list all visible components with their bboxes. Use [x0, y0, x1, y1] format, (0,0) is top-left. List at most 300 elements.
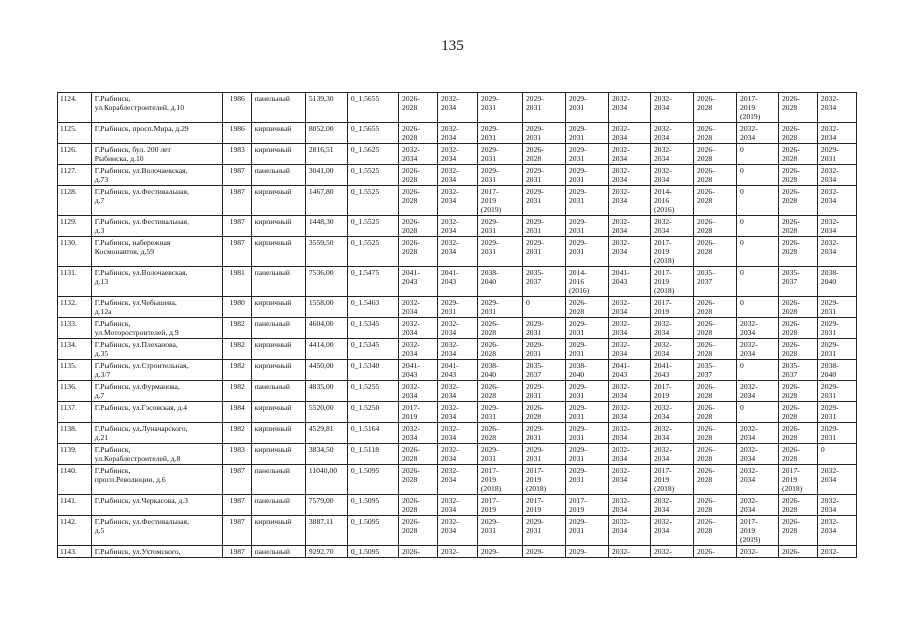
year-cell: 1982	[222, 381, 251, 402]
work-period-cell: 2026- 2028	[477, 381, 522, 402]
wall-material-cell: панельный	[251, 465, 305, 495]
area-cell: 3834,50	[305, 444, 347, 465]
work-period-cell: 2038- 2040	[477, 360, 522, 381]
wall-material-cell: кирпичный	[251, 297, 305, 318]
table-row	[58, 144, 857, 165]
table-body	[58, 93, 857, 558]
work-period-cell: 2032- 2034	[650, 123, 693, 144]
work-period-cell: 2029- 2031	[817, 144, 856, 165]
address-cell: Г.Рыбинск, ул.Ухтомского,	[91, 546, 222, 558]
address-cell: Г.Рыбинск, ул.Моторостроителей, д.9	[91, 318, 222, 339]
work-period-cell: 2032- 2034	[609, 318, 651, 339]
wall-material-cell: панельный	[251, 267, 305, 297]
work-period-cell: 2032- 2034	[609, 516, 651, 546]
row-number-cell: 1139.	[58, 444, 92, 465]
table-row	[58, 123, 857, 144]
work-period-cell: 2035- 2037	[522, 360, 565, 381]
work-period-cell: 2032- 2034	[437, 237, 477, 267]
work-period-cell: 2029- 2031	[522, 93, 565, 123]
work-period-cell: 2026- 2028	[694, 144, 737, 165]
work-period-cell: 2029- 2031	[565, 444, 608, 465]
work-period-cell: 2029- 2031	[522, 165, 565, 186]
work-period-cell: 2017- 2019 (2019)	[737, 516, 779, 546]
work-period-cell: 2035- 2037	[694, 360, 737, 381]
work-period-cell: 2029- 2031	[817, 339, 856, 360]
area-cell: 4529,81	[305, 423, 347, 444]
work-period-cell: 2014- 2016 (2016)	[565, 267, 608, 297]
row-number-cell: 1135.	[58, 360, 92, 381]
work-period-cell: 2029- 2031	[477, 297, 522, 318]
work-period-cell: 0	[737, 237, 779, 267]
work-period-cell: 2032- 2034	[437, 93, 477, 123]
work-period-cell: 2032- 2034	[437, 423, 477, 444]
work-period-cell: 2026- 2028	[477, 318, 522, 339]
work-period-cell: 2026- 2028	[399, 444, 438, 465]
work-period-cell: 2026- 2028	[779, 297, 818, 318]
row-number-cell: 1136.	[58, 381, 92, 402]
table-row	[58, 216, 857, 237]
work-period-cell: 2017- 2019 (2018)	[779, 465, 818, 495]
work-period-cell: 2026- 2028	[399, 186, 438, 216]
work-period-cell: 2032- 2034	[609, 93, 651, 123]
row-number-cell: 1128.	[58, 186, 92, 216]
work-period-cell: 2026-	[399, 546, 438, 558]
wall-material-cell: кирпичный	[251, 339, 305, 360]
work-period-cell: 2032- 2034	[737, 381, 779, 402]
work-period-cell: 2026- 2028	[399, 165, 438, 186]
page-number: 135	[441, 38, 464, 54]
work-period-cell: 2032- 2034	[609, 402, 651, 423]
wall-material-cell: кирпичный	[251, 186, 305, 216]
work-period-cell: 2032- 2034	[437, 444, 477, 465]
work-period-cell: 2032- 2034	[609, 123, 651, 144]
row-number-cell: 1126.	[58, 144, 92, 165]
work-period-cell: 2026- 2028	[399, 93, 438, 123]
row-number-cell: 1141.	[58, 495, 92, 516]
work-period-cell: 2026- 2028	[399, 495, 438, 516]
work-period-cell: 2032- 2034	[437, 318, 477, 339]
year-cell: 1984	[222, 402, 251, 423]
work-period-cell: 2029- 2031	[522, 381, 565, 402]
area-cell: 7536,00	[305, 267, 347, 297]
housing-register-table	[57, 92, 857, 558]
work-period-cell: 2026- 2028	[779, 402, 818, 423]
work-period-cell: 2032- 2034	[609, 465, 651, 495]
work-period-cell: 2032- 2034	[817, 93, 856, 123]
address-cell: Г.Рыбинск, ул.Фестивальная, д.7	[91, 186, 222, 216]
area-cell: 1448,30	[305, 216, 347, 237]
coefficient-cell: 0_1.5525	[347, 186, 398, 216]
work-period-cell: 2026- 2028	[694, 381, 737, 402]
work-period-cell: 2032- 2034	[817, 495, 856, 516]
work-period-cell: 2032- 2034	[399, 339, 438, 360]
work-period-cell: 2026- 2028	[779, 186, 818, 216]
work-period-cell: 2041- 2043	[650, 360, 693, 381]
year-cell: 1987	[222, 495, 251, 516]
address-cell: Г.Рыбинск, ул.Фестивальная, д.5	[91, 516, 222, 546]
year-cell: 1981	[222, 267, 251, 297]
table-row	[58, 516, 857, 546]
coefficient-cell: 0_1.5095	[347, 546, 398, 558]
work-period-cell: 2032- 2034	[650, 495, 693, 516]
work-period-cell: 2032- 2034	[650, 165, 693, 186]
area-cell: 4835,00	[305, 381, 347, 402]
work-period-cell: 2032- 2034	[437, 144, 477, 165]
work-period-cell: 2035- 2037	[694, 267, 737, 297]
work-period-cell: 2029- 2031	[565, 318, 608, 339]
coefficient-cell: 0_1.5118	[347, 444, 398, 465]
coefficient-cell: 0_1.5095	[347, 495, 398, 516]
work-period-cell: 2026- 2028	[399, 216, 438, 237]
address-cell: Г.Рыбинск, ул.Черкасова, д.3	[91, 495, 222, 516]
work-period-cell: 2026-	[779, 546, 818, 558]
work-period-cell: 2032- 2034	[437, 216, 477, 237]
year-cell: 1986	[222, 93, 251, 123]
work-period-cell: 2032-	[609, 546, 651, 558]
year-cell: 1982	[222, 339, 251, 360]
work-period-cell: 2026- 2028	[399, 237, 438, 267]
work-period-cell: 2032- 2034	[737, 339, 779, 360]
work-period-cell: 2032- 2034	[437, 186, 477, 216]
work-period-cell: 2026- 2028	[399, 123, 438, 144]
address-cell: Г.Рыбинск, бул. 200 лет Рыбинска, д.10	[91, 144, 222, 165]
work-period-cell: 2041- 2043	[437, 267, 477, 297]
work-period-cell: 2029- 2031	[565, 381, 608, 402]
work-period-cell: 2032- 2034	[437, 495, 477, 516]
table-row	[58, 267, 857, 297]
work-period-cell: 2029- 2031	[522, 423, 565, 444]
year-cell: 1982	[222, 360, 251, 381]
work-period-cell: 2032- 2034	[437, 123, 477, 144]
work-period-cell: 2029- 2031	[565, 339, 608, 360]
work-period-cell: 2029- 2031	[522, 186, 565, 216]
work-period-cell: 2029- 2031	[522, 216, 565, 237]
row-number-cell: 1137.	[58, 402, 92, 423]
work-period-cell: 0	[737, 216, 779, 237]
work-period-cell: 2026- 2028	[779, 93, 818, 123]
work-period-cell: 2029- 2031	[565, 165, 608, 186]
work-period-cell: 2032- 2034	[650, 402, 693, 423]
work-period-cell: 2026- 2028	[779, 237, 818, 267]
work-period-cell: 2032- 2034	[437, 381, 477, 402]
wall-material-cell: кирпичный	[251, 237, 305, 267]
work-period-cell: 2026- 2028	[779, 444, 818, 465]
work-period-cell: 2032- 2034	[817, 216, 856, 237]
coefficient-cell: 0_1.5164	[347, 423, 398, 444]
work-period-cell: 2026- 2028	[779, 216, 818, 237]
row-number-cell: 1130.	[58, 237, 92, 267]
work-period-cell: 2029-	[522, 546, 565, 558]
area-cell: 2816,51	[305, 144, 347, 165]
row-number-cell: 1127.	[58, 165, 92, 186]
coefficient-cell: 0_1.5095	[347, 516, 398, 546]
coefficient-cell: 0_1.5525	[347, 237, 398, 267]
work-period-cell: 2026- 2028	[694, 297, 737, 318]
work-period-cell: 2029- 2031	[565, 144, 608, 165]
work-period-cell: 2029- 2031	[437, 297, 477, 318]
coefficient-cell: 0_1.5525	[347, 165, 398, 186]
address-cell: Г.Рыбинск, просп.Мира, д.29	[91, 123, 222, 144]
work-period-cell: 0	[737, 267, 779, 297]
work-period-cell: 2032- 2034	[399, 423, 438, 444]
work-period-cell: 2032- 2034	[399, 381, 438, 402]
work-period-cell: 2026- 2028	[522, 402, 565, 423]
work-period-cell: 2029- 2031	[565, 516, 608, 546]
area-cell: 3041,00	[305, 165, 347, 186]
work-period-cell: 2029- 2031	[477, 165, 522, 186]
wall-material-cell: кирпичный	[251, 423, 305, 444]
work-period-cell: 2032- 2034	[437, 165, 477, 186]
area-cell: 7579,00	[305, 495, 347, 516]
work-period-cell: 2032- 2034	[609, 339, 651, 360]
work-period-cell: 2029- 2031	[565, 93, 608, 123]
address-cell: Г.Рыбинск, ул.Волочаевская, д.13	[91, 267, 222, 297]
wall-material-cell: кирпичный	[251, 216, 305, 237]
work-period-cell: 2041- 2043	[437, 360, 477, 381]
work-period-cell: 2017- 2019	[477, 495, 522, 516]
work-period-cell: 2026- 2028	[779, 423, 818, 444]
work-period-cell: 2029- 2031	[817, 402, 856, 423]
work-period-cell: 2029- 2031	[477, 123, 522, 144]
work-period-cell: 2026- 2028	[694, 93, 737, 123]
work-period-cell: 2026- 2028	[694, 186, 737, 216]
wall-material-cell: панельный	[251, 93, 305, 123]
work-period-cell: 2038- 2040	[565, 360, 608, 381]
work-period-cell: 2032- 2034	[737, 123, 779, 144]
work-period-cell: 2032- 2034	[817, 123, 856, 144]
work-period-cell: 0	[817, 444, 856, 465]
work-period-cell: 2029- 2031	[565, 237, 608, 267]
address-cell: Г.Рыбинск, просп.Революции, д.6	[91, 465, 222, 495]
work-period-cell: 2038- 2040	[477, 267, 522, 297]
work-period-cell: 2026- 2028	[779, 516, 818, 546]
work-period-cell: 2032- 2034	[650, 144, 693, 165]
work-period-cell: 2017- 2019	[399, 402, 438, 423]
table-row	[58, 93, 857, 123]
work-period-cell: 2029- 2031	[477, 444, 522, 465]
wall-material-cell: панельный	[251, 546, 305, 558]
work-period-cell: 2026- 2028	[694, 495, 737, 516]
work-period-cell: 2029- 2031	[565, 186, 608, 216]
work-period-cell: 2032- 2034	[437, 516, 477, 546]
address-cell: Г.Рыбинск, ул.Плеханова, д.35	[91, 339, 222, 360]
address-cell: Г.Рыбинск, ул.Чебышева, д.12а	[91, 297, 222, 318]
work-period-cell: 2032- 2034	[650, 444, 693, 465]
address-cell: Г.Рыбинск, ул.Фурманова, д.7	[91, 381, 222, 402]
year-cell: 1987	[222, 165, 251, 186]
coefficient-cell: 0_1.5255	[347, 381, 398, 402]
year-cell: 1982	[222, 423, 251, 444]
wall-material-cell: кирпичный	[251, 402, 305, 423]
table-row	[58, 495, 857, 516]
work-period-cell: 2035- 2037	[779, 360, 818, 381]
work-period-cell: 2032- 2034	[609, 297, 651, 318]
work-period-cell: 2032- 2034	[650, 216, 693, 237]
work-period-cell: 2032- 2034	[737, 465, 779, 495]
work-period-cell: 2017- 2019 (2019)	[737, 93, 779, 123]
work-period-cell: 2029- 2031	[522, 516, 565, 546]
table-row	[58, 444, 857, 465]
address-cell: Г.Рыбинск, ул.Фестивальная, д.3	[91, 216, 222, 237]
work-period-cell: 2026- 2028	[779, 144, 818, 165]
work-period-cell: 2041- 2043	[399, 267, 438, 297]
coefficient-cell: 0_1.5345	[347, 318, 398, 339]
work-period-cell: 2029- 2031	[565, 216, 608, 237]
area-cell: 4450,00	[305, 360, 347, 381]
row-number-cell: 1133.	[58, 318, 92, 339]
work-period-cell: 2029- 2031	[817, 423, 856, 444]
work-period-cell: 2032-	[437, 546, 477, 558]
coefficient-cell: 0_1.5525	[347, 216, 398, 237]
work-period-cell: 2017- 2019	[650, 381, 693, 402]
coefficient-cell: 0_1.5475	[347, 267, 398, 297]
work-period-cell: 2032- 2034	[609, 216, 651, 237]
address-cell: Г.Рыбинск, ул.Волочаевская, д.73	[91, 165, 222, 186]
work-period-cell: 2029- 2031	[565, 402, 608, 423]
work-period-cell: 2032- 2034	[609, 444, 651, 465]
year-cell: 1983	[222, 144, 251, 165]
area-cell: 3559,50	[305, 237, 347, 267]
year-cell: 1982	[222, 318, 251, 339]
row-number-cell: 1140.	[58, 465, 92, 495]
year-cell: 1987	[222, 216, 251, 237]
work-period-cell: 2026- 2028	[522, 144, 565, 165]
work-period-cell: 2029- 2031	[565, 423, 608, 444]
work-period-cell: 2029- 2031	[477, 216, 522, 237]
address-cell: Г.Рыбинск, ул.Луначарского, д.21	[91, 423, 222, 444]
work-period-cell: 2026- 2028	[694, 423, 737, 444]
work-period-cell: 2026- 2028	[694, 516, 737, 546]
work-period-cell: 2026- 2028	[694, 165, 737, 186]
work-period-cell: 2032- 2034	[609, 165, 651, 186]
work-period-cell: 2017- 2019 (2018)	[650, 465, 693, 495]
wall-material-cell: кирпичный	[251, 123, 305, 144]
work-period-cell: 2032- 2034	[817, 237, 856, 267]
row-number-cell: 1142.	[58, 516, 92, 546]
year-cell: 1987	[222, 465, 251, 495]
work-period-cell: 2032- 2034	[437, 402, 477, 423]
work-period-cell: 2029- 2031	[477, 144, 522, 165]
area-cell: 8052,00	[305, 123, 347, 144]
work-period-cell: 2032- 2034	[399, 144, 438, 165]
table-row	[58, 423, 857, 444]
work-period-cell: 2026- 2028	[694, 402, 737, 423]
table-row	[58, 546, 857, 558]
year-cell: 1987	[222, 186, 251, 216]
table-row	[58, 402, 857, 423]
work-period-cell: 2041- 2043	[609, 360, 651, 381]
work-period-cell: 2032- 2034	[609, 144, 651, 165]
coefficient-cell: 0_1.5340	[347, 360, 398, 381]
work-period-cell: 2029-	[565, 546, 608, 558]
area-cell: 9292,70	[305, 546, 347, 558]
area-cell: 4604,00	[305, 318, 347, 339]
wall-material-cell: панельный	[251, 318, 305, 339]
coefficient-cell: 0_1.5095	[347, 465, 398, 495]
work-period-cell: 2032- 2034	[399, 297, 438, 318]
work-period-cell: 2041- 2043	[609, 267, 651, 297]
work-period-cell: 2017- 2019	[522, 495, 565, 516]
address-cell: Г.Рыбинск, набережная Космонавтов, д.59	[91, 237, 222, 267]
work-period-cell: 2035- 2037	[522, 267, 565, 297]
work-period-cell: 2038- 2040	[817, 267, 856, 297]
wall-material-cell: кирпичный	[251, 444, 305, 465]
work-period-cell: 2029- 2031	[477, 237, 522, 267]
work-period-cell: 2026- 2028	[779, 123, 818, 144]
table-row	[58, 381, 857, 402]
work-period-cell: 2029- 2031	[565, 465, 608, 495]
work-period-cell: 2032- 2034	[609, 495, 651, 516]
work-period-cell: 2017- 2019 (2018)	[650, 267, 693, 297]
work-period-cell: 2032- 2034	[609, 186, 651, 216]
wall-material-cell: панельный	[251, 381, 305, 402]
work-period-cell: 2026- 2028	[779, 495, 818, 516]
work-period-cell: 2029- 2031	[565, 123, 608, 144]
work-period-cell: 2032- 2034	[399, 318, 438, 339]
work-period-cell: 2032- 2034	[650, 423, 693, 444]
area-cell: 5520,00	[305, 402, 347, 423]
work-period-cell: 0	[737, 402, 779, 423]
table-row	[58, 465, 857, 495]
work-period-cell: 2017- 2019	[650, 297, 693, 318]
work-period-cell: 2032- 2034	[817, 516, 856, 546]
work-period-cell: 2026- 2028	[694, 339, 737, 360]
work-period-cell: 2032- 2034	[737, 495, 779, 516]
work-period-cell: 2017- 2019 (2018)	[477, 465, 522, 495]
work-period-cell: 2026- 2028	[694, 465, 737, 495]
work-period-cell: 2029- 2031	[522, 237, 565, 267]
work-period-cell: 0	[737, 297, 779, 318]
work-period-cell: 2029- 2031	[817, 297, 856, 318]
work-period-cell: 2029- 2031	[817, 381, 856, 402]
table-row	[58, 360, 857, 381]
wall-material-cell: панельный	[251, 495, 305, 516]
work-period-cell: 2017- 2019 (2018)	[522, 465, 565, 495]
area-cell: 4414,00	[305, 339, 347, 360]
work-period-cell: 2017- 2019	[565, 495, 608, 516]
work-period-cell: 2026-	[694, 546, 737, 558]
area-cell: 5139,30	[305, 93, 347, 123]
work-period-cell: 2029- 2031	[522, 339, 565, 360]
work-period-cell: 2035- 2037	[779, 267, 818, 297]
coefficient-cell: 0_1.5625	[347, 144, 398, 165]
work-period-cell: 2026- 2028	[779, 318, 818, 339]
work-period-cell: 0	[522, 297, 565, 318]
row-number-cell: 1129.	[58, 216, 92, 237]
work-period-cell: 2029- 2031	[477, 93, 522, 123]
work-period-cell: 0	[737, 144, 779, 165]
work-period-cell: 0	[737, 186, 779, 216]
year-cell: 1983	[222, 444, 251, 465]
coefficient-cell: 0_1.5655	[347, 93, 398, 123]
work-period-cell: 2026- 2028	[694, 237, 737, 267]
work-period-cell: 2032-	[650, 546, 693, 558]
table-row	[58, 237, 857, 267]
work-period-cell: 2032- 2034	[817, 186, 856, 216]
work-period-cell: 2032- 2034	[650, 318, 693, 339]
area-cell: 1467,80	[305, 186, 347, 216]
work-period-cell: 0	[737, 360, 779, 381]
work-period-cell: 2032- 2034	[437, 339, 477, 360]
address-cell: Г.Рыбинск, ул.Гэсовская, д.4	[91, 402, 222, 423]
table-row	[58, 165, 857, 186]
work-period-cell: 2026- 2028	[399, 516, 438, 546]
row-number-cell: 1125.	[58, 123, 92, 144]
work-period-cell: 2026- 2028	[694, 123, 737, 144]
year-cell: 1987	[222, 516, 251, 546]
work-period-cell: 2026- 2028	[779, 339, 818, 360]
table-row	[58, 318, 857, 339]
